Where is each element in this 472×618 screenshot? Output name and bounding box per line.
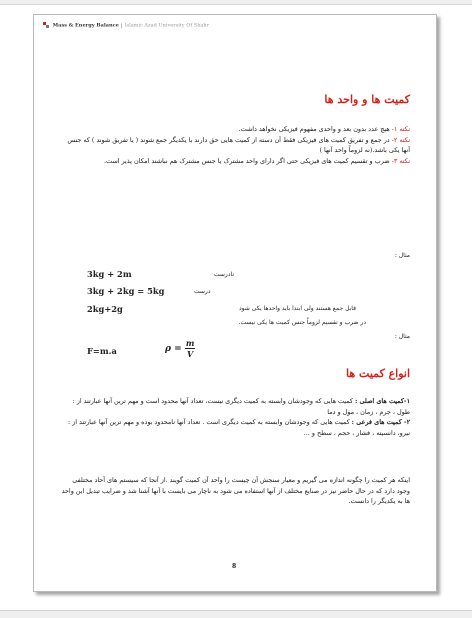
example-eq-3: 2kg+2g <box>87 304 123 314</box>
formula-density-denominator: V <box>186 349 194 359</box>
section-heading-types: انواع کمیت ها <box>346 367 410 380</box>
running-header <box>43 22 209 29</box>
note-3-label: نکته ۳- <box>391 156 410 165</box>
note-2-text: در جمع و تفریق کمیت های فیزیکی فقط آن دسته از کمیت هایی حق دارند با یکدیگر جمع شوند ( یا تفریق شوند ) که جنس آنها یکی باشد.(نه لزوماً واحد آنها ) <box>67 135 410 155</box>
formula-density-fraction <box>185 338 195 359</box>
example-status-2: درست <box>194 288 211 295</box>
example-line-4-text: در ضرب و تقسیم لزوماً جنس کمیت ها یکی نیست. <box>238 319 366 326</box>
note-3-text: ضرب و تقسیم کمیت های فیزیکی حتی اگر دارای واحد مشترک یا جنس مشترک هم نباشند امکان پذیر است. <box>104 156 392 165</box>
type-item-1-text: کمیت هایی که وجودشان وابسته به کمیت دیگری نیست، تعداد آنها محدود است و مهم ترین آنها عبارتند از : طول ، جرم ، زمان ، مول و دما <box>72 397 410 416</box>
note-1 <box>58 124 410 135</box>
header-university: Islamic Azad University Of Shahr <box>124 22 210 29</box>
type-item-1-label: ۱-کمیت های اصلی : <box>354 397 410 405</box>
note-2 <box>58 135 410 156</box>
type-item-2-text: کمیت هایی که وجودشان وابسته به کمیت دیگری است . تعداد آنها نامحدود بوده و مهم ترین آنها عبارتند از : نیرو، دانسیته ، فشار ، حجم ، سطح و ... <box>67 418 410 437</box>
note-1-label: نکته ۱- <box>391 125 410 133</box>
formula-density-lhs: ρ = <box>165 344 182 354</box>
example-eq-1: 3kg + 2m <box>87 269 132 279</box>
formula-density <box>165 338 195 359</box>
type-item-2 <box>58 417 410 438</box>
note-2-label: نکته ۲- <box>391 135 410 144</box>
example-label-2: مثال : <box>394 333 410 340</box>
formula-density-numerator: m <box>185 338 195 348</box>
type-item-1 <box>58 396 410 417</box>
note-3 <box>58 156 410 167</box>
document-page <box>33 14 437 592</box>
notes-block <box>58 124 410 166</box>
section-heading-quantities: کمیت ها و واحد ها <box>324 93 410 106</box>
example-status-1: نادرست <box>214 271 234 278</box>
types-block <box>58 396 410 438</box>
page-number: 8 <box>232 563 237 570</box>
note-1-text: هیچ عدد بدون بعد و واحدی مفهوم فیزیکی نخواهد داشت. <box>238 125 392 133</box>
logo-icon <box>43 22 49 28</box>
viewer-top-bar <box>0 0 472 5</box>
header-title: Mass & Energy Balance <box>52 22 119 29</box>
formula-force: F=m.a <box>87 346 117 356</box>
type-item-2-label: ۲- کمیت های فرعی : <box>351 418 410 427</box>
example-eq-2: 3kg + 2kg = 5kg <box>87 286 165 296</box>
header-separator: | <box>120 22 123 29</box>
example-label-1: مثال : <box>394 252 410 259</box>
example-line-3-text: قابل جمع هستند ولی ابتدا باید واحدها یکی شود <box>238 305 356 312</box>
closing-paragraph: اینکه هر کمیت را چگونه اندازه می گیریم و معیار سنجش آن چیست را واحد آن کمیت گویند .از آنجا که سیستم های آحاد مختلفی وجود دارد که در حال حاضر نیز در صنایع مختلف از آنها استفاده می شود به ناچار می بایست با آنها آشنا شد و ضرایب تبدیل این واحد ها به یکدیگر را دانست. <box>61 476 410 506</box>
